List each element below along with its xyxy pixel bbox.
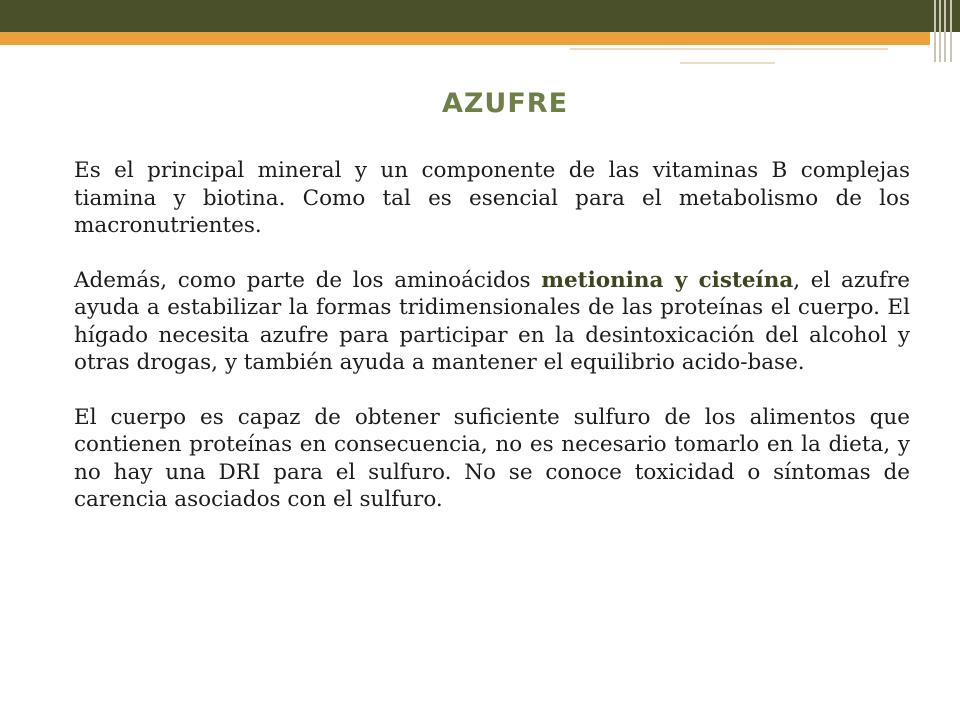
paragraph-2-text-after: , el azufre ayuda a estabilizar la formas tridimensionales de las proteínas el cuerpo. El hígado necesita azufre para participar en la desintoxicación del alcohol y otras drogas, y también ayuda a mantener el equilibrio acido-base. bbox=[74, 267, 910, 375]
slide-title: AZUFRE bbox=[441, 88, 569, 119]
paragraph-2-text-before: Además, como parte de los aminoácidos bbox=[74, 267, 542, 293]
paragraph-1: Es el principal mineral y un componente de las vitaminas B complejas tiamina y biotina. Como tal es esencial para el metabolismo de los macronutrientes. bbox=[74, 158, 910, 238]
header-bar bbox=[0, 0, 960, 32]
decorative-line bbox=[680, 62, 775, 64]
decorative-vertical-lines bbox=[930, 0, 960, 62]
paragraph-2-bold-term: metionina y cisteína bbox=[541, 267, 794, 293]
paragraph-3: El cuerpo es capaz de obtener suficiente sulfuro de los alimentos que contienen proteínas en consecuencia, no es necesario tomarlo en la dieta, y no hay una DRI para el sulfuro. No se conoce toxicidad o síntomas de carencia asociados con el sulfuro. bbox=[74, 404, 910, 512]
accent-strip bbox=[0, 32, 930, 45]
paragraph-2 bbox=[74, 267, 910, 377]
decorative-line bbox=[570, 48, 888, 50]
slide-body bbox=[74, 157, 910, 541]
